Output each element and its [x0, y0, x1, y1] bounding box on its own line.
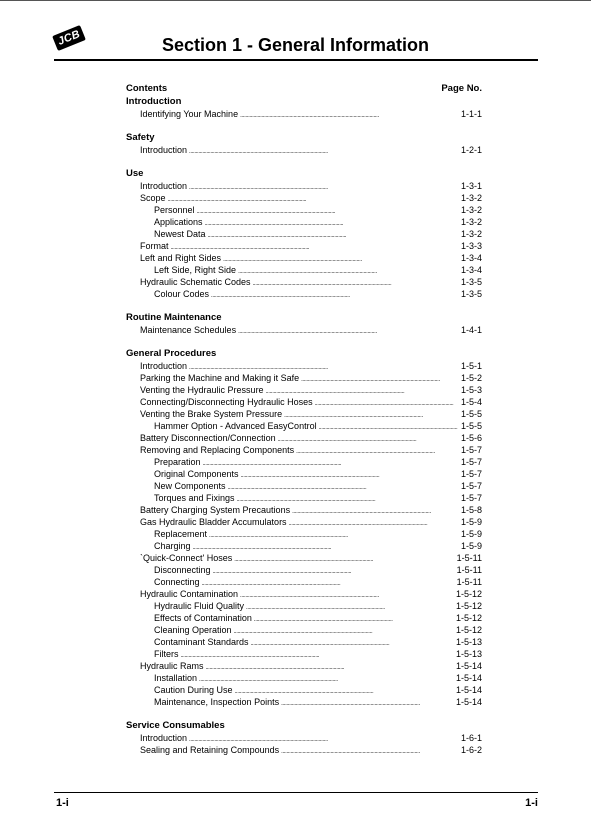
- toc-entry-page: 1-4-1: [460, 325, 482, 335]
- toc-entry: [126, 504, 482, 516]
- toc-entry-page: 1-1-1: [460, 109, 482, 119]
- toc-entry-page: 1-5-8: [460, 505, 482, 515]
- toc-entry: [126, 648, 482, 660]
- toc-entry-page: 1-6-1: [460, 733, 482, 743]
- toc-entry-label: Maintenance, Inspection Points: [154, 697, 280, 707]
- toc-section-heading: Safety: [126, 132, 155, 143]
- toc-entry-page: 1-5-7: [460, 493, 482, 503]
- footer-page-number-left: 1-i: [56, 797, 69, 809]
- toc-entry-page: 1-5-12: [455, 613, 482, 623]
- toc-entry: [126, 540, 482, 552]
- toc-entry: [126, 456, 482, 468]
- toc-entry-page: 1-5-12: [455, 625, 482, 635]
- toc-entry: [126, 528, 482, 540]
- toc-entry: [126, 108, 482, 120]
- toc-section-heading: General Procedures: [126, 348, 217, 359]
- toc-entry-label: Introduction: [140, 361, 188, 371]
- toc-entry: [126, 372, 482, 384]
- footer-rule: [54, 792, 538, 793]
- toc-entry-label: New Components: [154, 481, 226, 491]
- toc-entry: [126, 552, 482, 564]
- page-top-edge: [0, 0, 591, 1]
- toc-entry-page: 1-5-9: [460, 517, 482, 527]
- toc-entry-label: Battery Charging System Precautions: [140, 505, 291, 515]
- toc-entry-page: 1-5-14: [455, 685, 482, 695]
- toc-entry-page: 1-5-12: [455, 601, 482, 611]
- toc-entry-page: 1-5-14: [455, 673, 482, 683]
- toc-entry-label: Applications: [154, 217, 203, 227]
- toc-entry-label: Original Components: [154, 469, 239, 479]
- toc-entry: [126, 660, 482, 672]
- toc-entry-page: 1-3-2: [460, 229, 482, 239]
- toc-entry: [126, 732, 482, 744]
- toc-entry: [126, 384, 482, 396]
- toc-entry: [126, 264, 482, 276]
- toc-entry: [126, 192, 482, 204]
- toc-entry-label: Format: [140, 241, 169, 251]
- toc-entry: [126, 420, 482, 432]
- toc-entry-page: 1-3-4: [460, 265, 482, 275]
- dot-leader: [238, 324, 459, 338]
- toc-entry-label: Hammer Option - Advanced EasyControl: [154, 421, 317, 431]
- toc-entry-page: 1-5-2: [460, 373, 482, 383]
- toc-entry-page: 1-5-13: [455, 637, 482, 647]
- toc-entry-page: 1-5-12: [455, 589, 482, 599]
- toc-entry-label: Preparation: [154, 457, 201, 467]
- toc-entry: [126, 276, 482, 288]
- toc-entry-page: 1-3-1: [460, 181, 482, 191]
- toc-entry: [126, 696, 482, 708]
- dot-leader: [281, 744, 459, 758]
- toc-entry: [126, 432, 482, 444]
- toc-entry-page: 1-6-2: [460, 745, 482, 755]
- toc-entry: [126, 672, 482, 684]
- toc-entry-label: `Quick-Connect' Hoses: [140, 553, 233, 563]
- dot-leader: [189, 144, 459, 158]
- toc-entry: [126, 480, 482, 492]
- toc-entry-page: 1-5-4: [460, 397, 482, 407]
- toc-entry: [126, 516, 482, 528]
- toc-entry-page: 1-5-11: [456, 577, 482, 587]
- toc-entry: [126, 636, 482, 648]
- toc-entry-label: Hydraulic Rams: [140, 661, 204, 671]
- toc-entry-label: Replacement: [154, 529, 208, 539]
- toc-entry-label: Connecting/Disconnecting Hydraulic Hoses: [140, 397, 313, 407]
- toc-entry-page: 1-5-9: [460, 529, 482, 539]
- toc-entry-page: 1-3-2: [460, 205, 482, 215]
- toc-entry-page: 1-3-2: [460, 193, 482, 203]
- toc-entry: [126, 408, 482, 420]
- toc-entry-label: Connecting: [154, 577, 200, 587]
- toc-entry-label: Gas Hydraulic Bladder Accumulators: [140, 517, 287, 527]
- toc-entry-label: Battery Disconnection/Connection: [140, 433, 276, 443]
- toc-entry-label: Colour Codes: [154, 289, 210, 299]
- toc-header: [126, 83, 482, 95]
- toc-entry-page: 1-2-1: [460, 145, 482, 155]
- toc-entry-page: 1-5-14: [455, 661, 482, 671]
- toc-entry-label: Disconnecting: [154, 565, 211, 575]
- toc-entry-page: 1-3-4: [460, 253, 482, 263]
- toc-entry-label: Charging: [154, 541, 191, 551]
- toc-entry: [126, 228, 482, 240]
- toc-entry: [126, 252, 482, 264]
- toc-entry-page: 1-3-3: [460, 241, 482, 251]
- toc-entry: [126, 444, 482, 456]
- toc-entry-page: 1-5-13: [455, 649, 482, 659]
- toc-entry-label: Hydraulic Contamination: [140, 589, 239, 599]
- jcb-logo-text: JCB: [55, 27, 82, 48]
- toc-entry-label: Caution During Use: [154, 685, 233, 695]
- toc-entry: [126, 396, 482, 408]
- dot-leader: [211, 288, 459, 302]
- toc-entry-label: Contaminant Standards: [154, 637, 249, 647]
- toc-entry-page: 1-5-5: [460, 409, 482, 419]
- dot-leader: [240, 108, 459, 122]
- toc-entry-page: 1-3-2: [460, 217, 482, 227]
- toc-entry-page: 1-5-3: [460, 385, 482, 395]
- toc-entry-label: Hydraulic Schematic Codes: [140, 277, 251, 287]
- toc-entry: [126, 216, 482, 228]
- toc-entry-label: Left and Right Sides: [140, 253, 222, 263]
- toc-entry-label: Effects of Contamination: [154, 613, 252, 623]
- toc-entry-label: Installation: [154, 673, 198, 683]
- toc-entry-label: Scope: [140, 193, 166, 203]
- toc-entry-label: Parking the Machine and Making it Safe: [140, 373, 300, 383]
- toc-entry-page: 1-5-6: [460, 433, 482, 443]
- toc-entry-page: 1-5-11: [456, 553, 482, 563]
- toc-entry-label: Introduction: [140, 181, 188, 191]
- toc-entry: [126, 180, 482, 192]
- page-no-label: Page No.: [441, 83, 482, 94]
- toc-entry: [126, 588, 482, 600]
- toc-entry-label: Cleaning Operation: [154, 625, 232, 635]
- toc-entry-label: Sealing and Retaining Compounds: [140, 745, 280, 755]
- toc-entry: [126, 612, 482, 624]
- toc-entry: [126, 684, 482, 696]
- toc-entry: [126, 468, 482, 480]
- toc-entry-label: Venting the Hydraulic Pressure: [140, 385, 264, 395]
- toc-entry-label: Personnel: [154, 205, 195, 215]
- contents-label: Contents: [126, 83, 168, 94]
- toc-entry-page: 1-5-7: [460, 469, 482, 479]
- toc-entry: [126, 564, 482, 576]
- toc-entry-page: 1-5-14: [455, 697, 482, 707]
- toc-entry-page: 1-5-1: [460, 361, 482, 371]
- toc-entry-page: 1-5-5: [460, 421, 482, 431]
- toc-entry-label: Newest Data: [154, 229, 206, 239]
- toc-entry: [126, 744, 482, 756]
- toc-entry-page: 1-5-7: [460, 457, 482, 467]
- toc-entry: [126, 492, 482, 504]
- toc-entry-label: Venting the Brake System Pressure: [140, 409, 283, 419]
- header-rule: [54, 59, 538, 61]
- toc-entry-page: 1-3-5: [460, 289, 482, 299]
- toc-entry-label: Introduction: [140, 733, 188, 743]
- footer-page-number-right: 1-i: [525, 797, 538, 809]
- toc-section-heading: Routine Maintenance: [126, 312, 222, 323]
- toc-entry: [126, 288, 482, 300]
- toc-section-heading: Introduction: [126, 96, 182, 107]
- toc-entry: [126, 240, 482, 252]
- toc-entry-label: Hydraulic Fluid Quality: [154, 601, 245, 611]
- toc-entry: [126, 204, 482, 216]
- toc-entry-label: Left Side, Right Side: [154, 265, 237, 275]
- toc-entry-page: 1-5-7: [460, 445, 482, 455]
- toc-entry-label: Filters: [154, 649, 179, 659]
- toc-entry-label: Torques and Fixings: [154, 493, 235, 503]
- page-title: Section 1 - General Information: [161, 35, 430, 55]
- toc-entry-page: 1-3-5: [460, 277, 482, 287]
- toc-entry: [126, 576, 482, 588]
- toc-entry: [126, 324, 482, 336]
- toc-entry: [126, 600, 482, 612]
- table-of-contents: [126, 96, 482, 756]
- toc-entry: [126, 360, 482, 372]
- toc-entry-page: 1-5-9: [460, 541, 482, 551]
- toc-entry-label: Removing and Replacing Components: [140, 445, 295, 455]
- toc-entry-page: 1-5-11: [456, 565, 482, 575]
- dot-leader: [281, 696, 454, 710]
- toc-entry-label: Maintenance Schedules: [140, 325, 237, 335]
- toc-entry: [126, 144, 482, 156]
- toc-section-heading: Use: [126, 168, 144, 179]
- toc-entry: [126, 624, 482, 636]
- toc-entry-label: Introduction: [140, 145, 188, 155]
- toc-entry-page: 1-5-7: [460, 481, 482, 491]
- toc-section-heading: Service Consumables: [126, 720, 225, 731]
- toc-entry-label: Identifying Your Machine: [140, 109, 239, 119]
